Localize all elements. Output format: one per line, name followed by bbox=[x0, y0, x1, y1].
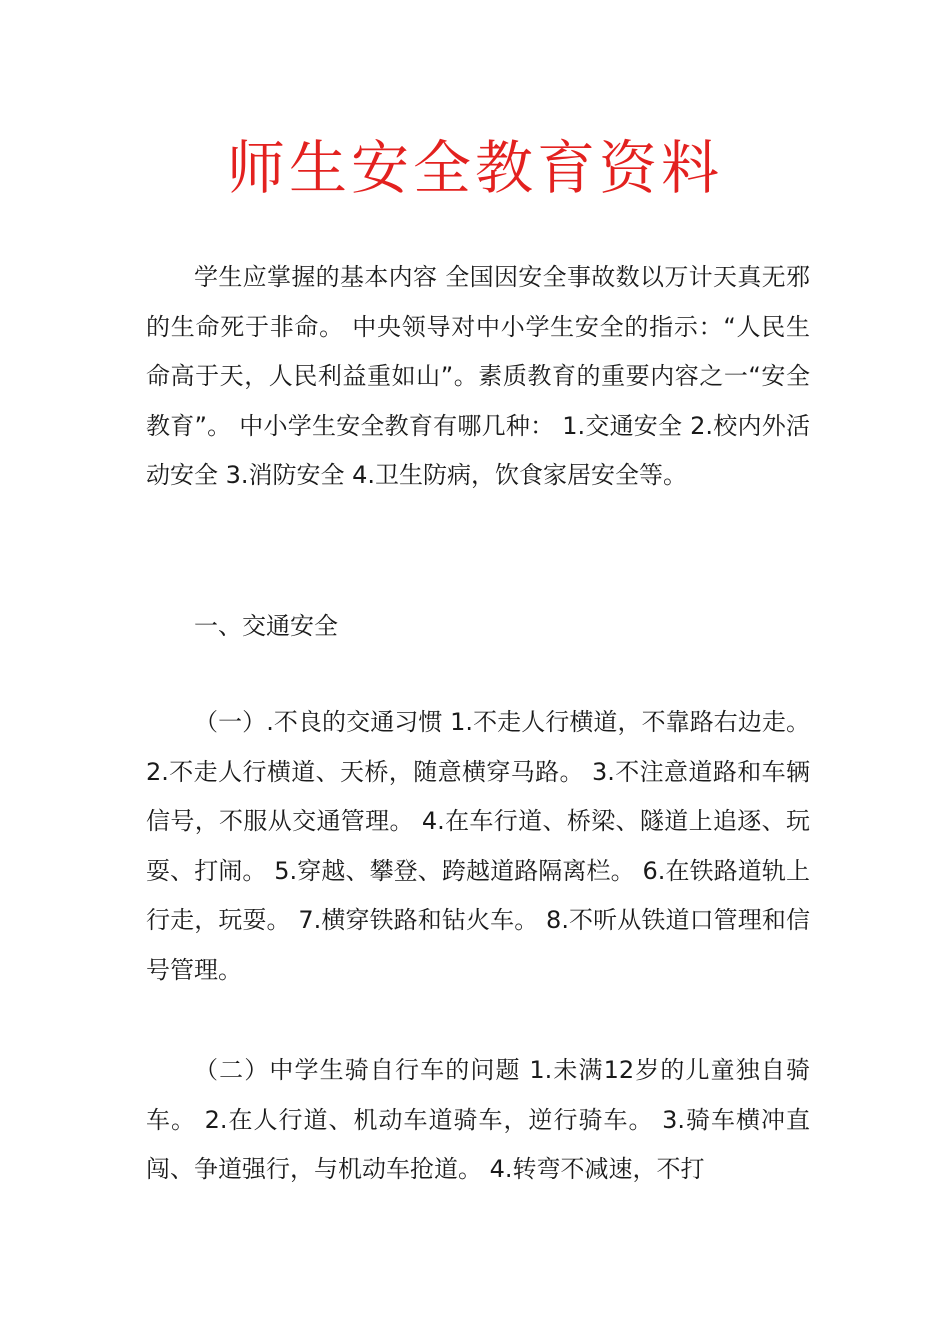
bad-traffic-habits-paragraph: （一）.不良的交通习惯 1.不走人行横道，不靠路右边走。 2.不走人行横道、天桥，随意横穿马路。 3.不注意道路和车辆信号，不服从交通管理。 4.在车行道、桥梁、隧道上追逐、玩耍、打闹。 5.穿越、攀登、跨越道路隔离栏。 6.在铁路道轨上行走，玩耍。 7.横穿铁路和钻火车。 8.不听从铁道口管理和信号管理。 bbox=[146, 708, 810, 984]
document-title: 师生安全教育资料 bbox=[226, 134, 723, 202]
section-heading-traffic-safety: 一、交通安全 bbox=[194, 612, 338, 640]
bicycle-issues-paragraph: （二）中学生骑自行车的问题 1.未满12岁的儿童独自骑车。 2.在人行道、机动车道骑车，逆行骑车。 3.骑车横冲直闯、争道强行，与机动车抢道。 4.转弯不减速，不打 bbox=[146, 1056, 810, 1183]
intro-paragraph: 学生应掌握的基本内容 全国因安全事故数以万计天真无邪的生命死于非命。 中央领导对中小学生安全的指示：“人民生命高于天，人民利益重如山”。素质教育的重要内容之一“安全教育”。 中小学生安全教育有哪几种： 1.交通安全 2.校内外活动安全 3.消防安全 4.卫生防病，饮食家居安全等。 bbox=[146, 263, 810, 489]
